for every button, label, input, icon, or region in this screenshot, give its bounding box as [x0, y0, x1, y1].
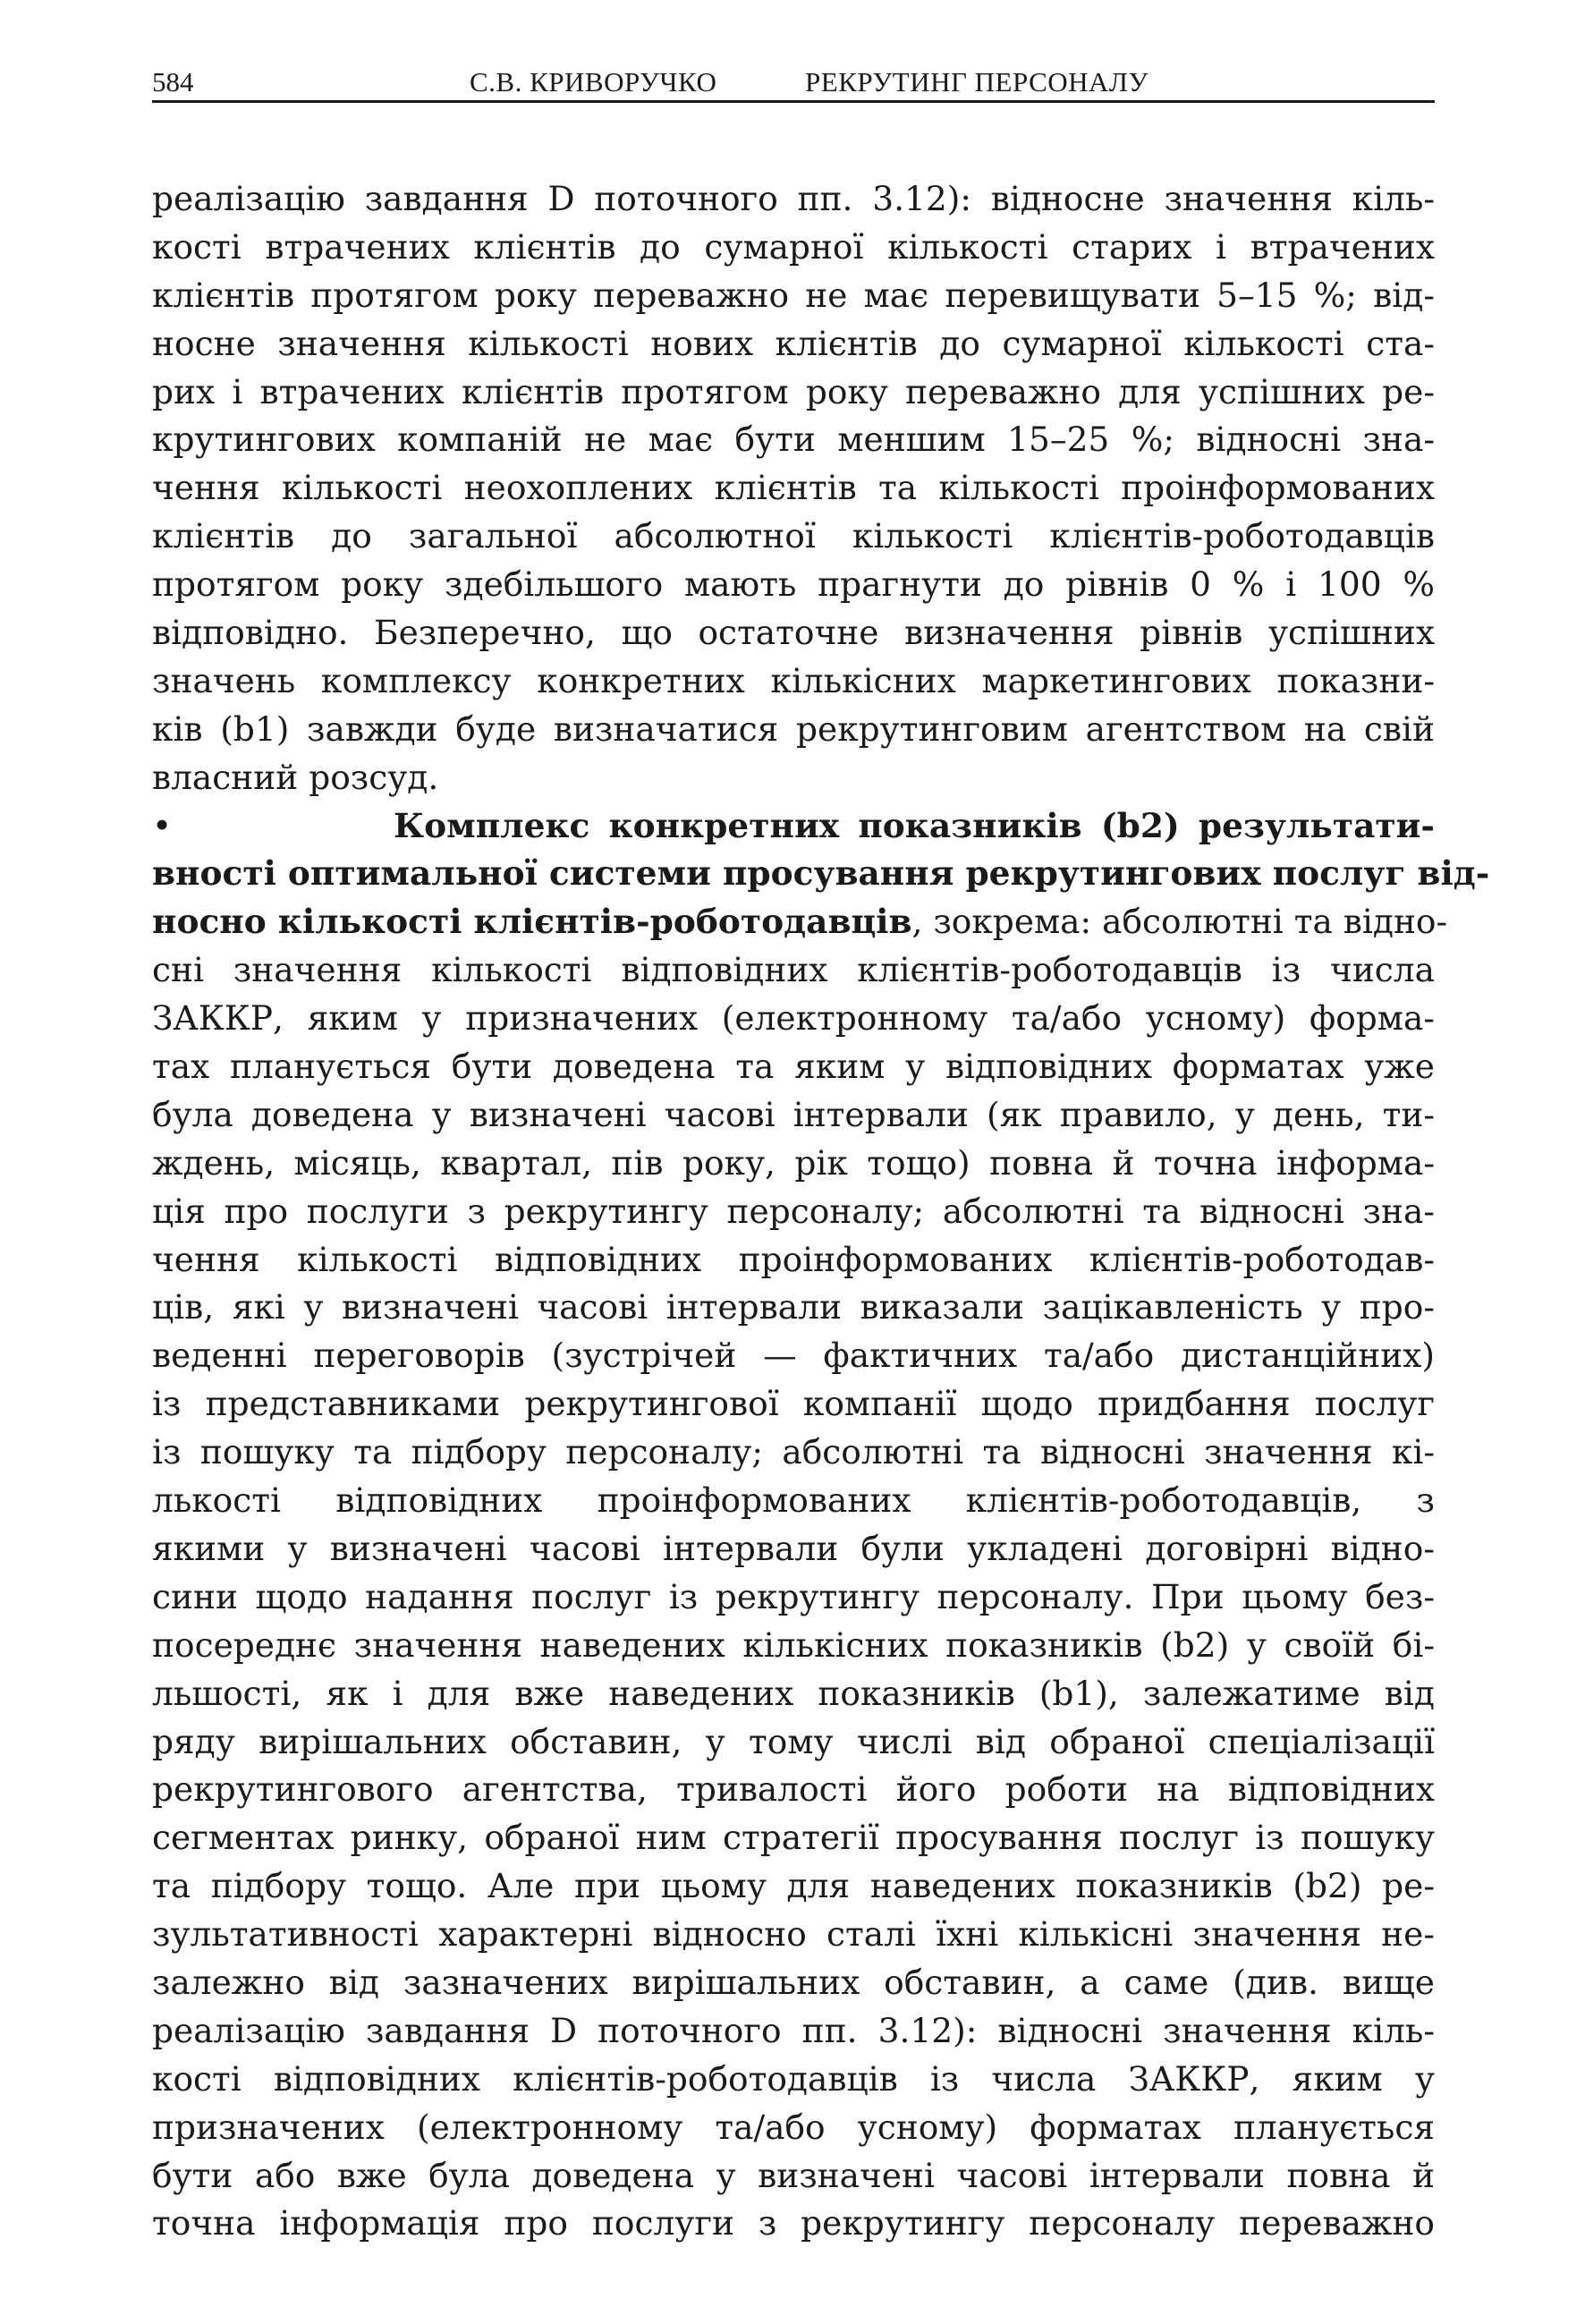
text-line: сегментах ринку, обраної ним стратегії просування послуг із пошуку [152, 1818, 1435, 1858]
text-line: лькості відповідних проінформованих клієнтів-роботодавців, з [152, 1480, 1435, 1521]
bullet-marker: • [152, 805, 173, 845]
text-line: ЗАККР, яким у призначених (електронному та/або усному) форма- [152, 998, 1435, 1039]
text-line: кості втрачених клієнтів до сумарної кількості старих і втрачених [152, 226, 1435, 267]
text-line: ждень, місяць, квартал, пів року, рік тощо) повна й точна інформа- [152, 1142, 1435, 1183]
text-line: сини щодо надання послуг із рекрутингу персоналу. При цьому без- [152, 1576, 1435, 1616]
text-line: ція про послуги з рекрутингу персоналу; абсолютні та відносні зна- [152, 1191, 1435, 1231]
text-line: льшості, як і для вже наведених показників (b1), залежатиме від [152, 1673, 1435, 1713]
text-line: тах планується бути доведена та яким у відповідних форматах уже [152, 1047, 1435, 1087]
header-author: С.В. КРИВОРУЧКО [470, 66, 717, 98]
text-line: веденні переговорів (зустрічей — фактичних та/або дистанційних) [152, 1336, 1435, 1376]
text-line: із представниками рекрутингової компанії щодо придбання послуг [152, 1384, 1435, 1424]
text-line: клієнтів до загальної абсолютної кількості клієнтів-роботодавців [152, 516, 1435, 556]
text-line [152, 898, 1448, 946]
text-fragment: , зокрема: абсолютні та відно- [911, 902, 1448, 942]
bullet-heading-part: носно кількості клієнтів-роботодавців [152, 902, 912, 942]
text-line: із пошуку та підбору персоналу; абсолютні та відносні значення кі- [152, 1432, 1435, 1472]
text-line: відповідно. Безперечно, що остаточне визначення рівнів успішних [152, 613, 1435, 653]
text-line: протягом року здебільшого мають прагнути до рівнів 0 % і 100 % [152, 564, 1435, 605]
text-line: рекрутингового агентства, тривалості його роботи на відповідних [152, 1769, 1435, 1810]
text-line: ків (b1) завжди буде визначатися рекрутинговим агентством на свій [152, 708, 1435, 749]
text-line: бути або вже була доведена у визначені часові інтервали повна й [152, 2155, 1435, 2195]
page-number: 584 [152, 66, 194, 98]
text-line: чення кількості відповідних проінформованих клієнтів-роботодав- [152, 1239, 1435, 1279]
bullet-body-lines [152, 946, 1435, 2248]
text-line: якими у визначені часові інтервали були укладені договірні відно- [152, 1528, 1435, 1568]
bullet-heading-part: Комплекс конкретних показників (b2) результати- [394, 805, 1435, 845]
paragraph-continued [152, 175, 1435, 802]
text-line: та підбору тощо. Але при цьому для наведених показників (b2) ре- [152, 1866, 1435, 1906]
bullet-heading-part: вності оптимальної системи просування рекрутингових послуг від- [152, 853, 1490, 894]
text-line: сні значення кількості відповідних клієнтів-роботодавців із числа [152, 950, 1435, 990]
text-line: призначених (електронному та/або усному) форматах планується [152, 2107, 1435, 2147]
text-line: клієнтів протягом року переважно не має перевищувати 5–15 %; від- [152, 275, 1435, 315]
text-line: точна інформація про послуги з рекрутингу персоналу переважно [152, 2203, 1435, 2243]
body-text [152, 175, 1490, 2248]
text-line: носне значення кількості нових клієнтів до сумарної кількості ста- [152, 323, 1435, 363]
text-line: власний розсуд. [152, 757, 439, 797]
text-line: ряду вирішальних обставин, у тому числі від обраної спеціалізації [152, 1721, 1435, 1761]
text-line: реалізацію завдання D поточного пп. 3.12): відносні значення кіль- [152, 2010, 1435, 2050]
text-line: ців, які у визначені часові інтервали виказали зацікавленість у про- [152, 1287, 1435, 1327]
bullet-paragraph [152, 802, 1490, 2249]
text-line: крутингових компаній не має бути меншим 15–25 %; відносні зна- [152, 420, 1435, 460]
text-line: зультативності характерні відносно сталі їхні кількісні значення не- [152, 1914, 1435, 1955]
text-line: була доведена у визначені часові інтервали (як правило, у день, ти- [152, 1094, 1435, 1134]
running-header [152, 61, 1435, 103]
text-line: чення кількості неохоплених клієнтів та кількості проінформованих [152, 468, 1435, 508]
text-line [152, 802, 1435, 851]
header-book-title: РЕКРУТИНГ ПЕРСОНАЛУ [805, 66, 1148, 98]
text-line: залежно від зазначених вирішальних обставин, а саме (див. вище [152, 1962, 1435, 2002]
text-line: значень комплексу конкретних кількісних маркетингових показни- [152, 660, 1435, 700]
text-line: реалізацію завдання D поточного пп. 3.12): відносне значення кіль- [152, 179, 1435, 218]
text-line: посереднє значення наведених кількісних показників (b2) у своїй бі- [152, 1624, 1435, 1665]
text-line: кості відповідних клієнтів-роботодавців із числа ЗАККР, яким у [152, 2058, 1435, 2099]
text-line: рих і втрачених клієнтів протягом року переважно для успішних ре- [152, 371, 1435, 411]
text-line [152, 850, 1490, 898]
